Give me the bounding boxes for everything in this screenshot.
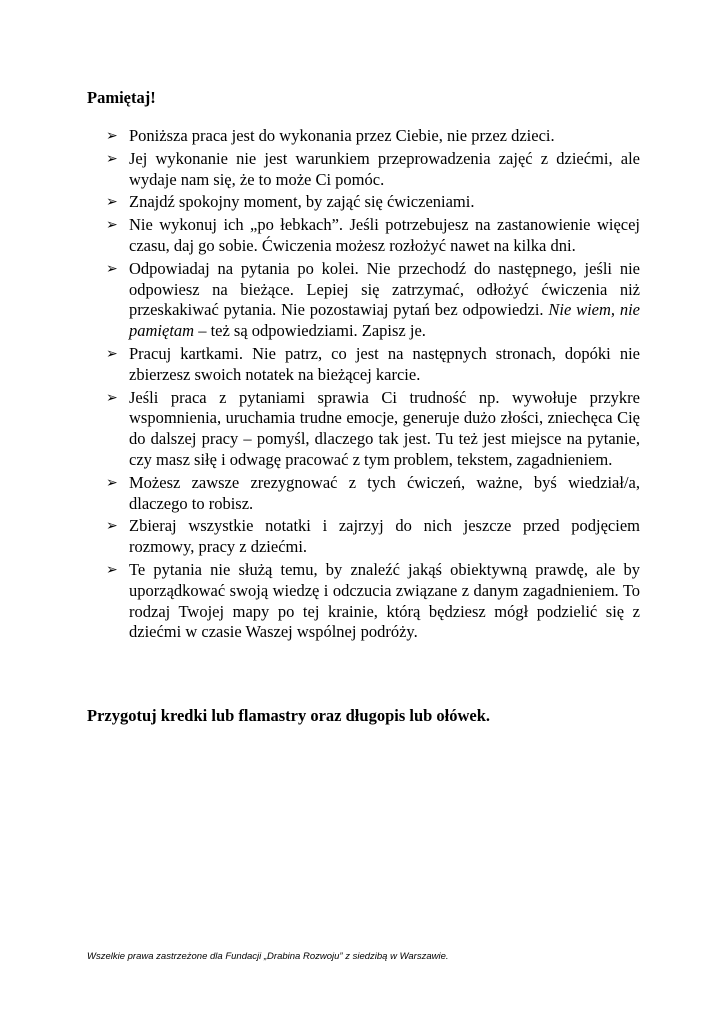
list-item-text: Odpowiadaj na pytania po kolei. Nie przechodź do następnego, jeśli nie odpowiesz na bieżące. Lepiej się zatrzymać, odłożyć ćwiczenia niż przeskakiwać pytania. Nie pozostawiaj pytań bez odpowiedzi. — [129, 258, 640, 320]
reminder-list — [106, 126, 640, 645]
arrow-bullet-icon: ➢ — [106, 128, 118, 144]
list-item — [106, 126, 640, 147]
arrow-bullet-icon: ➢ — [106, 474, 118, 491]
list-item — [106, 516, 640, 558]
page-heading: Pamiętaj! — [87, 88, 156, 107]
arrow-bullet-icon: ➢ — [106, 194, 118, 211]
list-item-text: Nie wykonuj ich „po łebkach”. Jeśli potrzebujesz na zastanowienie więcej czasu, daj go sobie. Ćwiczenia możesz rozłożyć nawet na kilka dni. — [129, 215, 640, 255]
list-item-italic-text: Nie wiem, nie pamiętam — [129, 300, 640, 341]
list-item — [106, 473, 640, 515]
list-item-text: Te pytania nie służą temu, by znaleźć jakąś obiektywną prawdę, ale by uporządkować swoją wiedzę i odczucia związane z danym zagadnieniem. To rodzaj Twojej mapy po tej krainie, którą będziesz mógł podzielić się z dziećmi w czasie Waszej wspólnej podróży. — [129, 559, 640, 642]
arrow-bullet-icon: ➢ — [106, 518, 118, 535]
list-item — [106, 149, 640, 191]
arrow-bullet-icon: ➢ — [106, 561, 118, 578]
arrow-bullet-icon: ➢ — [106, 217, 118, 234]
list-item-text: Poniższa praca jest do wykonania przez Ciebie, nie przez dzieci. — [129, 126, 555, 145]
arrow-bullet-icon: ➢ — [106, 345, 118, 362]
list-item — [106, 560, 640, 643]
list-item — [106, 344, 640, 386]
list-item — [106, 215, 640, 257]
list-item-text: Jej wykonanie nie jest warunkiem przeprowadzenia zajęć z dziećmi, ale wydaje nam się, że to może Ci pomóc. — [129, 148, 640, 189]
list-item-text: Możesz zawsze zrezygnować z tych ćwiczeń, ważne, byś wiedział/a, dlaczego to robisz. — [129, 472, 640, 513]
list-item-text: Zbieraj wszystkie notatki i zajrzyj do nich jeszcze przed podjęciem rozmowy, pracy z dziećmi. — [129, 516, 640, 557]
list-item-text: Jeśli praca z pytaniami sprawia Ci trudność np. wywołuje przykre wspomnienia, uruchamia trudne emocje, generuje dużo złości, zniechęca Cię do dalszej pracy – pomyśl, dlaczego tak jest. Tu też jest miejsce na pytanie, czy masz siłę i odwagę pracować z tym problem, tekstem, zagadnieniem. — [129, 387, 640, 469]
arrow-bullet-icon: ➢ — [106, 260, 118, 277]
list-item-text: Pracuj kartkami. Nie patrz, co jest na następnych stronach, dopóki nie zbierzesz swoich notatek na bieżącej karcie. — [129, 343, 640, 384]
list-item-text: Znajdź spokojny moment, by zająć się ćwiczeniami. — [129, 192, 475, 212]
arrow-bullet-icon: ➢ — [106, 150, 118, 167]
list-item — [106, 192, 640, 213]
list-item — [106, 388, 640, 471]
list-item-text-continued: – też są odpowiedziami. Zapisz je. — [194, 321, 426, 341]
list-item — [106, 259, 640, 342]
arrow-bullet-icon: ➢ — [106, 389, 118, 406]
closing-instruction: Przygotuj kredki lub flamastry oraz długopis lub ołówek. — [87, 706, 491, 725]
copyright-footer: Wszelkie prawa zastrzeżone dla Fundacji „Drabina Rozwoju” z siedzibą w Warszawie. — [87, 951, 449, 962]
